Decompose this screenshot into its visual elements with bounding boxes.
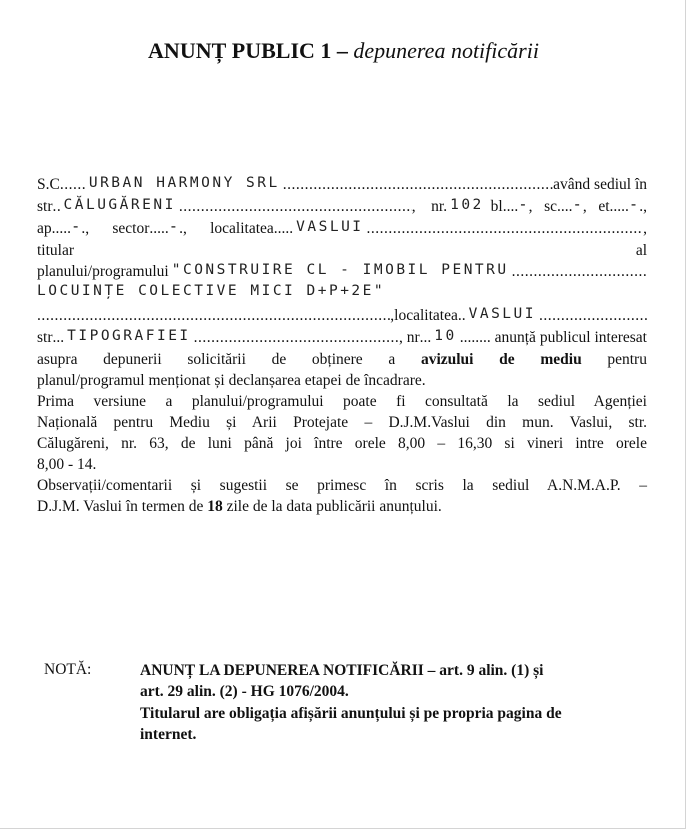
body-line-3: Călugăreni, nr. 63, de luni până joi între orele 8,00 – 16,30 si vineri intre orele xyxy=(37,435,647,452)
street-value: CĂLUGĂRENI xyxy=(63,197,176,213)
street2-label: str xyxy=(37,329,53,346)
nota-line-4: internet. xyxy=(140,726,197,743)
anunta-text: anunță publicul interesat xyxy=(494,329,647,346)
company-line xyxy=(37,174,647,195)
localitatea2-label: localitatea xyxy=(394,307,458,324)
planul-mentionat-line: planul/programul menționat și declanșarea etapei de încadrare. xyxy=(37,372,426,389)
street-label: str xyxy=(37,198,53,215)
project-name-line1: "CONSTRUIRE CL - IMOBIL PENTRU xyxy=(171,262,509,278)
ap-value: - xyxy=(71,217,82,235)
nota-line-1: ANUNȚ LA DEPUNEREA NOTIFICĂRII – art. 9 alin. (1) și xyxy=(140,662,544,679)
bl-value: - xyxy=(518,195,529,213)
body-line-5: Observații/comentarii și sugestii se primesc în scris la sediul A.N.M.A.P. – xyxy=(37,477,647,494)
aviz-bold: avizului de mediu xyxy=(420,351,582,368)
asupra-line: asupra depunerii solicitării de obținere a avizului de mediu pentru xyxy=(37,351,647,368)
days-count: 18 xyxy=(207,498,223,515)
locality2-value: VASLUI xyxy=(468,306,536,322)
company-name: URBAN HARMONY SRL xyxy=(88,175,280,191)
body-line-1: Prima versiune a planului/programului poate fi consultată la sediul Agenției xyxy=(37,393,647,410)
street-line-2: str ... TIPOGRAFIEI ..... , nr ... 10 ........ anunță publicul interesat xyxy=(37,327,647,348)
street-line: str ..... CĂLUGĂRENI ..... , nr. 102 bl .... - , sc .... - , et ..... - ., xyxy=(37,196,647,217)
titular-label: titular xyxy=(37,242,75,259)
nr2-value: 10 xyxy=(434,328,457,344)
nota-label: NOTĂ: xyxy=(44,661,92,678)
avand-sediul-label: având sediul în xyxy=(553,176,647,193)
body-line-2: Națională pentru Mediu și Arii Protejate – D.J.M.Vaslui din mun. Vaslui, str. xyxy=(37,414,647,431)
locality-value: VASLUI xyxy=(296,219,364,235)
sector-value: - xyxy=(168,217,180,235)
al-label: al xyxy=(635,242,647,259)
bl-label: bl xyxy=(490,198,503,215)
planului-label: planului/programului xyxy=(37,263,169,280)
nota-line-2: art. 29 alin. (2) - HG 1076/2004. xyxy=(140,683,349,700)
title-subtitle: depunerea notificării xyxy=(353,38,539,63)
address-line: ap ..... - ., sector ..... - ., localitatea ..... VASLUI ..... , xyxy=(37,218,647,239)
localitatea-label: localitatea xyxy=(210,220,274,237)
et-label: et xyxy=(598,198,610,215)
nr-label: nr. xyxy=(431,198,448,215)
sc-short-label: sc xyxy=(544,198,557,215)
nr2-label: nr xyxy=(406,329,420,346)
plan-line xyxy=(37,261,647,282)
street2-value: TIPOGRAFIEI xyxy=(67,328,191,344)
nr-value: 102 xyxy=(450,197,484,213)
sector-label: sector xyxy=(112,220,150,237)
titular-line xyxy=(37,240,647,261)
body-line-4: 8,00 - 14. xyxy=(37,456,97,473)
nota-line-3: Titularul are obligația afișării anunțului și pe propria pagina de xyxy=(140,705,562,722)
body-line-6: D.J.M. Vaslui în termen de 18 zile de la data publicării anunțului. xyxy=(37,498,442,515)
sc-value: - xyxy=(572,195,583,213)
ap-label: ap xyxy=(37,220,52,237)
plan-line-2 xyxy=(37,283,647,304)
page-title xyxy=(0,38,687,64)
title-main: ANUNȚ PUBLIC 1 – xyxy=(148,38,348,63)
et-value: - xyxy=(628,195,640,213)
locality-line-2: ..... , localitatea .. VASLUI ..... xyxy=(37,305,647,326)
sc-label: S.C xyxy=(37,176,60,193)
project-name-line2: LOCUINȚE COLECTIVE MICI D+P+2E" xyxy=(37,283,386,299)
